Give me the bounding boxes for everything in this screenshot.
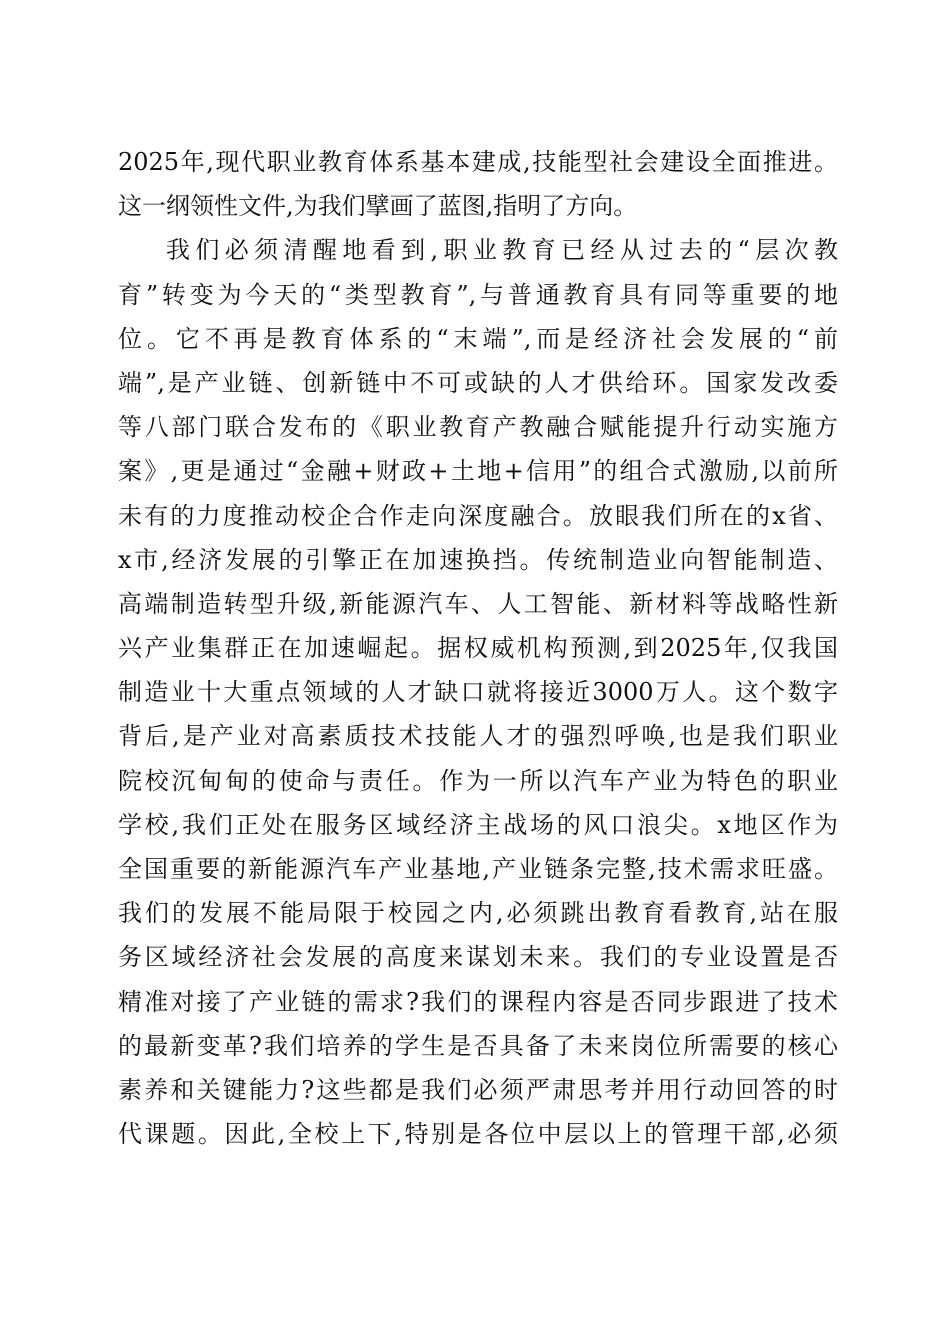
text-line: 务区域经济社会发展的高度来谋划未来。我们的专业设置是否 bbox=[118, 943, 838, 972]
text-line: x市,经济发展的引擎正在加速换挡。传统制造业向智能制造、 bbox=[118, 545, 838, 574]
text-line: 位。它不再是教育体系的“末端”,而是经济社会发展的“前 bbox=[118, 324, 838, 353]
text-line: 我们的发展不能局限于校园之内,必须跳出教育看教育,站在服 bbox=[118, 899, 838, 928]
text-line: 兴产业集群正在加速崛起。据权威机构预测,到2025年,仅我国 bbox=[118, 634, 838, 663]
body-text bbox=[118, 140, 838, 1156]
text-line: 全国重要的新能源汽车产业基地,产业链条完整,技术需求旺盛。 bbox=[118, 855, 838, 883]
text-line: 制造业十大重点领域的人才缺口就将接近3000万人。这个数字 bbox=[118, 678, 838, 707]
text-line: 代课题。因此,全校上下,特别是各位中层以上的管理干部,必须 bbox=[118, 1120, 838, 1149]
text-line: 等八部门联合发布的《职业教育产教融合赋能提升行动实施方 bbox=[118, 413, 838, 442]
paragraph-first-line: 我们必须清醒地看到,职业教育已经从过去的“层次教 bbox=[166, 236, 838, 265]
text-line: 素养和关键能力?这些都是我们必须严肃思考并用行动回答的时 bbox=[118, 1075, 838, 1104]
text-line: 未有的力度推动校企合作走向深度融合。放眼我们所在的x省、 bbox=[118, 501, 838, 530]
text-line: 端”,是产业链、创新链中不可或缺的人才供给环。国家发改委 bbox=[118, 368, 838, 397]
text-line: 的最新变革?我们培养的学生是否具备了未来岗位所需要的核心 bbox=[118, 1031, 838, 1060]
text-line: 2025年,现代职业教育体系基本建成,技能型社会建设全面推进。 bbox=[118, 148, 838, 176]
text-line: 案》,更是通过“金融+财政+土地+信用”的组合式激励,以前所 bbox=[118, 457, 838, 486]
text-line: 精准对接了产业链的需求?我们的课程内容是否同步跟进了技术 bbox=[118, 987, 838, 1016]
text-line: 背后,是产业对高素质技术技能人才的强烈呼唤,也是我们职业 bbox=[118, 722, 838, 751]
text-line: 院校沉甸甸的使命与责任。作为一所以汽车产业为特色的职业 bbox=[118, 766, 838, 795]
text-line: 高端制造转型升级,新能源汽车、人工智能、新材料等战略性新 bbox=[118, 589, 838, 618]
text-line: 学校,我们正处在服务区域经济主战场的风口浪尖。x地区作为 bbox=[118, 810, 838, 839]
text-line: 育”转变为今天的“类型教育”,与普通教育具有同等重要的地 bbox=[118, 280, 838, 309]
text-line: 这一纲领性文件,为我们擘画了蓝图,指明了方向。 bbox=[118, 192, 638, 221]
